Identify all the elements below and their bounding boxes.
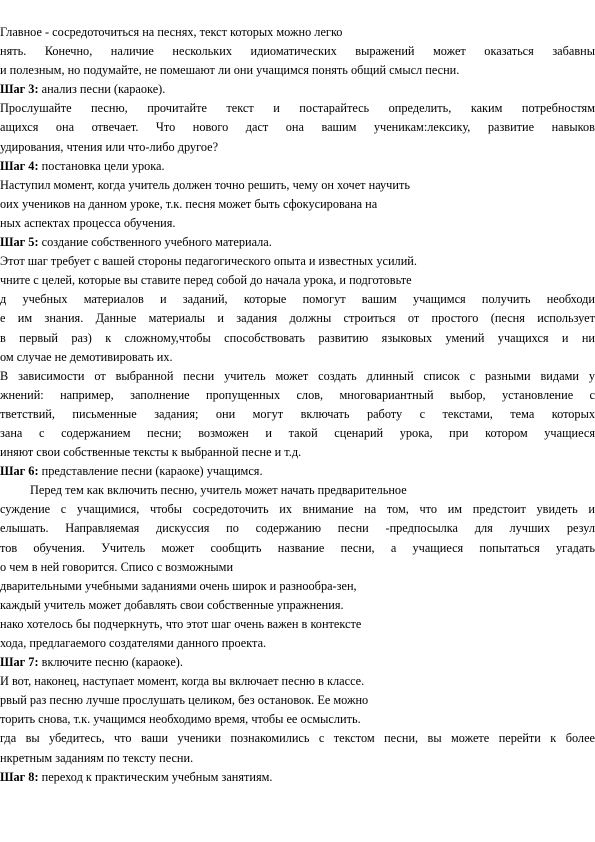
step-heading-line [0,157,595,176]
text-line [0,424,595,443]
step-heading-line [0,80,595,99]
line-text: тов обучения. Учитель может сообщить название песни, а учащиеся попытаться угадать [0,540,595,555]
line-text: Наступил момент, когда учитель должен точно решить, чему он хочет научить [0,177,410,192]
line-text: ных аспектах процесса обучения. [0,215,176,230]
text-line [0,329,595,348]
line-text: постановка цели урока. [38,158,165,173]
text-line [0,443,595,462]
text-line [0,118,595,137]
line-text: хода, предлагаемого создателями данного проекта. [0,636,267,650]
line-text: каждый учитель может добавлять свои собственные упражнения. [0,597,344,612]
text-line [0,42,595,61]
text-line [0,749,595,768]
line-text: в первый раз) к сложному,чтобы способствовать развитию языковых умений учащихся и ни [0,330,595,345]
step-label: Шаг 3: [0,82,39,97]
line-text: И вот, наконец, наступает момент, когда вы включает песню в классе. [0,674,365,689]
line-text: рвый раз песню лучше прослушать целиком, без остановок. Ее можно [0,693,369,708]
text-line [0,386,595,405]
text-line [0,176,595,195]
step-heading-line [0,768,595,787]
text-line [0,61,595,80]
document-body [0,23,595,787]
text-line [0,596,595,615]
line-text: ом случае не демотивировать их. [0,349,173,364]
line-text: Перед тем как включить песню, учитель может начать предварительное [30,483,407,498]
line-text: торить снова, т.к. учащимся необходимо время, чтобы ее осмыслить. [0,712,361,727]
text-line [0,558,595,577]
line-text: Главное - сосредоточиться на песнях, текст которых можно легко [0,25,343,39]
line-text: нако хотелось бы подчеркнуть, что этот шаг очень важен в контексте [0,616,362,631]
line-text: В зависимости от выбранной песни учитель может создать длинный список с разными видами у [0,368,595,383]
line-text: о чем в ней говорится. Списо с возможными [0,559,234,574]
line-text: и полезным, но подумайте, не помешают ли они учащимся понять общий смысл песни. [0,63,460,78]
text-line [0,271,595,290]
line-text: д учебных материалов и заданий, которые помогут вашим учащимся получить необходи [0,292,595,307]
step-label: Шаг 7: [0,655,39,670]
text-line [0,634,595,653]
text-line [0,138,595,157]
line-text: нять. Конечно, наличие нескольких идиоматических выражений может оказаться забавны [0,44,595,59]
line-text: иняют свои собственные тексты к выбранной песне и т.д. [0,445,302,460]
text-line [0,672,595,691]
text-line [0,309,595,328]
line-text: елышать. Направляемая дискуссия по содержанию песни -предпосылка для лучших резул [0,521,595,536]
text-line [0,290,595,309]
line-text: дварительными учебными заданиями очень широк и разнообра-зен, [0,578,357,593]
line-text: суждение с учащимися, чтобы сосредоточить их внимание на том, что им предстоит увидеть и [0,502,595,517]
line-text: Прослушайте песню, прочитайте текст и постарайтесь определить, каким потребностям [0,101,595,116]
text-line [0,615,595,634]
line-text: переход к практическим учебным занятиям. [38,769,273,784]
line-text: ащихся она отвечает. Что нового даст она вашим ученикам:лексику, развитие навыков [0,120,595,135]
text-line [0,710,595,729]
step-heading-line [0,233,595,252]
text-line [0,367,595,386]
text-line [0,729,595,748]
line-text: е им знания. Данные материалы и задания должны строиться от простого (песня использует [0,311,595,326]
line-text: создание собственного учебного материала. [38,235,272,250]
text-line [0,519,595,538]
text-line [0,99,595,118]
line-text: нкретным заданиям по тексту песни. [0,750,194,765]
line-text: зана с содержанием песни; возможен и такой сценарий урока, при котором учащиеся [0,425,595,440]
line-text: чните с целей, которые вы ставите перед собой до начала урока, и подготовьте [0,273,412,288]
text-line [0,500,595,519]
line-text: анализ песни (караоке). [38,82,166,97]
line-text: жнений: например, заполнение пропущенных слов, многовариантный выбор, установление с [0,387,595,402]
text-line [0,252,595,271]
step-label: Шаг 6: [0,464,39,479]
line-text: гда вы убедитесь, что ваши ученики познакомились с текстом песни, вы можете перейти к более [0,731,595,746]
text-line [0,348,595,367]
line-text: Этот шаг требует с вашей стороны педагогического опыта и известных усилий. [0,254,417,269]
line-text: удирования, чтения или что-либо другое? [0,139,219,154]
text-line [0,577,595,596]
step-label: Шаг 5: [0,235,39,250]
text-line [0,539,595,558]
text-line [0,195,595,214]
text-line [0,405,595,424]
line-text: оих учеников на данном уроке, т.к. песня может быть сфокусирована на [0,196,378,211]
text-line [0,481,595,500]
step-label: Шаг 4: [0,158,39,173]
line-text: тветствий, письменные задания; они могут включать работу с текстами, тема которых [0,406,595,421]
step-heading-line [0,462,595,481]
line-text: представление песни (караоке) учащимся. [38,464,263,479]
line-text: включите песню (караоке). [38,655,183,670]
text-line [0,23,595,42]
step-label: Шаг 8: [0,769,39,784]
text-line [0,214,595,233]
step-heading-line [0,653,595,672]
text-line [0,691,595,710]
